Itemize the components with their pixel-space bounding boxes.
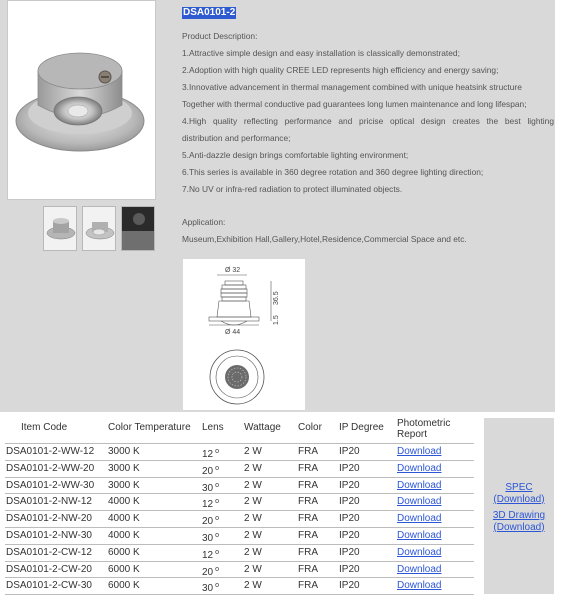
spec-download-link[interactable]	[484, 482, 554, 505]
item-code: DSA0101-2-CW-20	[6, 563, 92, 575]
photometric-download-link[interactable]: Download	[397, 446, 442, 457]
dim-flange: 1.5	[273, 315, 280, 325]
header-wattage: Wattage	[244, 422, 281, 433]
description-line-6: distribution and performance;	[182, 133, 291, 143]
header-color: Color	[298, 422, 322, 433]
item-code: DSA0101-2-WW-30	[6, 479, 95, 491]
table-header	[5, 418, 474, 444]
3d-drawing-link-download[interactable]: (Download)	[493, 521, 545, 533]
photometric-download-link[interactable]: Download	[397, 513, 442, 525]
photometric-download-link[interactable]: Download	[397, 496, 442, 508]
spec-link-download[interactable]: (Download)	[493, 493, 545, 505]
description-line-4: Together with thermal conductive pad guarantees long lumen maintenance and long lifespan;	[182, 99, 527, 109]
degree-symbol: o	[215, 448, 220, 455]
wattage: 2 W	[244, 446, 262, 457]
table-body	[5, 444, 474, 595]
degree-symbol: o	[215, 582, 220, 590]
item-code: DSA0101-2-NW-12	[6, 496, 92, 508]
color-temperature: 4000 K	[108, 513, 140, 525]
table-row	[5, 511, 474, 528]
3d-drawing-link-label[interactable]: 3D Drawing	[492, 510, 546, 521]
thumbnail-3[interactable]	[121, 206, 155, 251]
lens-value: 12	[202, 449, 214, 460]
color-temperature: 4000 K	[108, 529, 140, 541]
table-row	[5, 562, 474, 579]
ip-degree: IP20	[339, 496, 360, 508]
dim-height: 36.5	[273, 291, 280, 305]
photometric-download-link[interactable]: Download	[397, 546, 442, 558]
finish-color: FRA	[298, 513, 318, 525]
thumbnail-2[interactable]	[82, 206, 116, 251]
ip-degree: IP20	[339, 446, 360, 457]
wattage: 2 W	[244, 563, 262, 575]
table-row	[5, 528, 474, 545]
finish-color: FRA	[298, 462, 318, 474]
finish-color: FRA	[298, 496, 318, 508]
lens-angle	[202, 578, 219, 597]
table-row	[5, 444, 474, 461]
photometric-download-link[interactable]: Download	[397, 529, 442, 541]
description-line-2: 2.Adoption with high quality CREE LED represents high efficiency and energy saving;	[182, 65, 499, 75]
header-ip-degree: IP Degree	[339, 422, 384, 433]
degree-symbol: o	[215, 498, 220, 506]
color-temperature: 6000 K	[108, 563, 140, 575]
heatsink-drawing	[209, 281, 259, 325]
ip-degree: IP20	[339, 529, 360, 541]
finish-color: FRA	[298, 580, 318, 592]
photometric-download-link[interactable]: Download	[397, 479, 442, 491]
degree-symbol: o	[215, 565, 220, 573]
dimension-drawing	[183, 259, 305, 410]
degree-symbol: o	[215, 531, 220, 539]
3d-drawing-download-link[interactable]	[484, 510, 554, 533]
product-description	[182, 4, 554, 248]
finish-color: FRA	[298, 546, 318, 558]
product-main-image[interactable]	[7, 0, 156, 200]
wattage: 2 W	[244, 546, 262, 558]
color-temperature: 3000 K	[108, 462, 140, 474]
lens-value: 12	[202, 499, 214, 511]
downloads-sidebar	[484, 418, 554, 594]
lens-value: 20	[202, 465, 214, 477]
description-line-7: 5.Anti-dazzle design brings comfortable lighting environment;	[182, 150, 409, 160]
photometric-download-link[interactable]: Download	[397, 462, 442, 474]
header-photometric-line2: Report	[397, 429, 428, 440]
table-row	[5, 545, 474, 562]
photometric-download-link[interactable]: Download	[397, 580, 442, 592]
dim-bottom-diameter: Ø 44	[225, 329, 241, 336]
finish-color: FRA	[298, 446, 318, 457]
front-view-drawing	[210, 350, 264, 404]
ip-degree: IP20	[339, 563, 360, 575]
lens-value: 20	[202, 566, 214, 578]
header-item-code: Item Code	[21, 422, 68, 433]
wattage: 2 W	[244, 496, 262, 508]
application-text: Museum,Exhibition Hall,Gallery,Hotel,Residence,Commercial Space and etc.	[182, 234, 467, 244]
description-title: Product Description:	[182, 31, 258, 41]
header-color-temperature: Color Temperature	[108, 422, 191, 433]
product-code-title: DSA0101-2	[183, 7, 236, 18]
header-photometric-line1: Photometric	[397, 418, 451, 429]
ip-degree: IP20	[339, 462, 360, 474]
lens-value: 12	[202, 549, 214, 561]
item-code: DSA0101-2-CW-30	[6, 580, 92, 592]
lens-value: 30	[202, 532, 214, 544]
item-code: DSA0101-2-WW-20	[6, 462, 95, 474]
header-photometric-report	[397, 418, 450, 440]
finish-color: FRA	[298, 479, 318, 491]
ip-degree: IP20	[339, 479, 360, 491]
table-row	[5, 578, 474, 595]
table-row	[5, 478, 474, 495]
degree-symbol: o	[215, 464, 220, 472]
wattage: 2 W	[244, 513, 262, 525]
description-line-3: 3.Innovative advancement in thermal management combined with unique heatsink structure	[182, 82, 522, 92]
color-temperature: 3000 K	[108, 446, 140, 457]
dim-top-diameter: Ø 32	[225, 267, 241, 274]
color-temperature: 4000 K	[108, 496, 140, 508]
lens-value: 30	[202, 482, 214, 494]
finish-color: FRA	[298, 563, 318, 575]
thumbnail-1[interactable]	[43, 206, 77, 251]
wattage: 2 W	[244, 580, 262, 592]
finish-color: FRA	[298, 529, 318, 541]
color-temperature: 6000 K	[108, 546, 140, 558]
ip-degree: IP20	[339, 513, 360, 525]
lens-value: 20	[202, 516, 214, 528]
wattage: 2 W	[244, 529, 262, 541]
description-line-8: 6.This series is available in 360 degree rotation and 360 degree lighting direction;	[182, 167, 484, 177]
photometric-download-link[interactable]: Download	[397, 563, 442, 575]
item-code: DSA0101-2-CW-12	[6, 546, 92, 558]
application-title: Application:	[182, 217, 226, 227]
degree-symbol: o	[215, 548, 220, 556]
item-code: DSA0101-2-NW-20	[6, 513, 92, 525]
lens-value: 30	[202, 583, 214, 595]
degree-symbol: o	[215, 481, 220, 489]
degree-symbol: o	[215, 515, 220, 523]
wattage: 2 W	[244, 462, 262, 474]
color-temperature: 3000 K	[108, 479, 140, 491]
header-lens: Lens	[202, 422, 224, 433]
spec-link-label[interactable]: SPEC	[505, 482, 533, 493]
spec-table	[5, 418, 474, 595]
ip-degree: IP20	[339, 580, 360, 592]
color-temperature: 6000 K	[108, 580, 140, 592]
description-line-9: 7.No UV or infra-red radiation to protect illuminated objects.	[182, 184, 403, 194]
item-code: DSA0101-2-NW-30	[6, 529, 92, 541]
wattage: 2 W	[244, 479, 262, 491]
description-line-5: 4.High quality reflecting performance and pricise optical design creates the best lighting	[182, 116, 554, 126]
thumbnail-strip	[43, 206, 155, 252]
description-line-1: 1.Attractive simple design and easy installation is classically demonstrated;	[182, 48, 460, 58]
ip-degree: IP20	[339, 546, 360, 558]
table-row	[5, 494, 474, 511]
item-code: DSA0101-2-WW-12	[6, 446, 95, 457]
table-row	[5, 461, 474, 478]
